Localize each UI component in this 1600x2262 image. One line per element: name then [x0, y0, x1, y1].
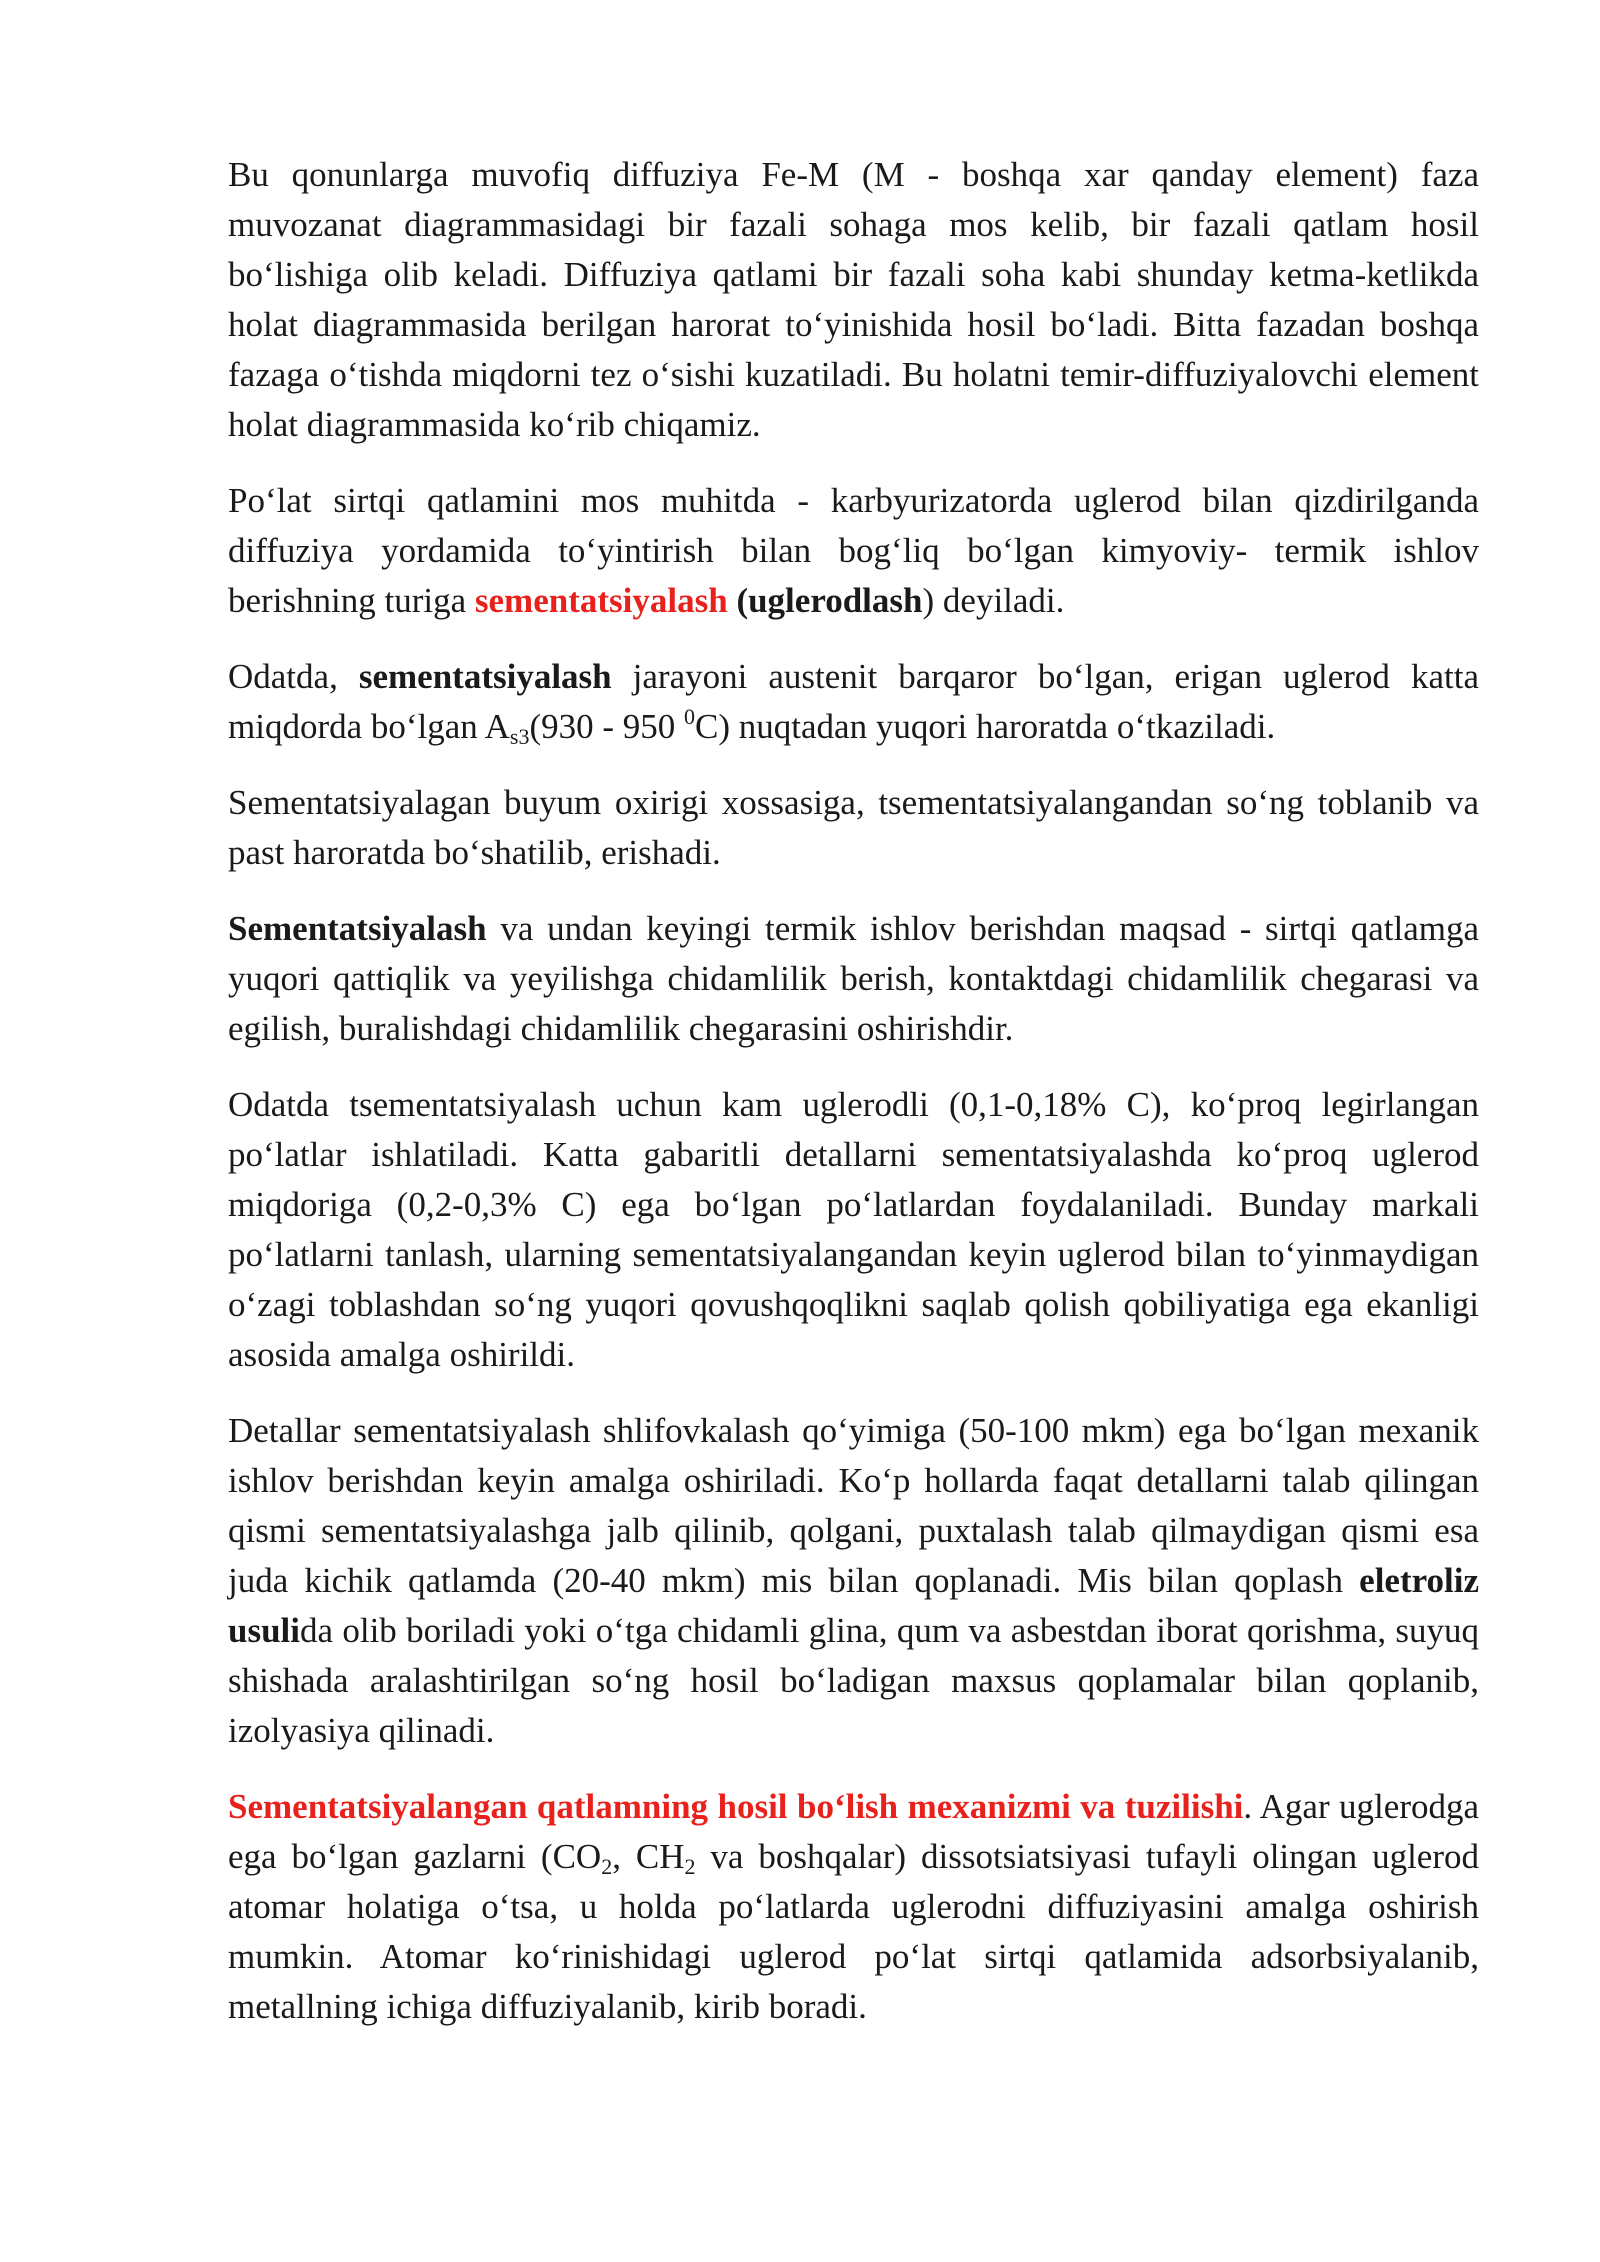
paragraph-3-text-d: C) nuqtadan yuqori haroratda o‘tkaziladi.	[695, 707, 1276, 746]
paragraph-4	[228, 778, 1479, 878]
paragraph-3-text-c: (930 - 950	[529, 707, 685, 746]
paragraph-5-text: va undan keyingi termik ishlov berishdan maqsad - sirtqi qatlamga yuqori qattiqlik va yeyilishga chidamlilik berish, kontaktdagi chidamlilik chegarasi va egilish, buralishdagi chidamlilik chegarasini oshirishdir.	[228, 909, 1479, 1048]
paragraph-5	[228, 904, 1479, 1054]
paragraph-7-text-b: da olib boriladi yoki o‘tga chidamli glina, qum va asbestdan iborat qorishma, suyuq shishada aralashtirilgan so‘ng hosil bo‘ladigan maxsus qoplamalar bilan qoplanib, izolyasiya qilinadi.	[228, 1611, 1479, 1750]
paragraph-2-text-b: ) deyiladi.	[922, 581, 1065, 620]
section-heading-mechanism: Sementatsiyalangan qatlamning hosil bo‘lish mexanizmi va tuzilishi	[228, 1787, 1244, 1826]
paragraph-8-text-c: va boshqalar) dissotsiatsiyasi tufayli olingan uglerod atomar holatiga o‘tsa, u holda po‘latlarda uglerodni diffuziyasini amalga oshirish mumkin. Atomar ko‘rinishidagi uglerod po‘lat sirtqi qatlamida adsorbsiyalanib, metallning ichiga diffuziyalanib, kirib boradi.	[228, 1837, 1480, 2026]
paragraph-1	[228, 150, 1479, 450]
paragraph-6	[228, 1080, 1479, 1380]
superscript-degree: 0	[684, 704, 696, 729]
paragraph-2-text-a: Po‘lat sirtqi qatlamini mos muhitda - karbyurizatorda uglerod bilan qizdirilganda diffuziya yordamida to‘yintirish bilan bog‘liq bo‘lgan kimyoviy- termik ishlov berishning turiga	[228, 481, 1479, 620]
term-uglerodlash: uglerodlash	[748, 581, 923, 620]
term-sementatsiyalash: sementatsiyalash	[358, 657, 612, 696]
document-page	[228, 150, 1479, 2058]
subscript-2-co: 2	[601, 1854, 613, 1879]
term-sementatsiyalash-start: Sementatsiyalash	[228, 909, 487, 948]
term-eletroliz-usuli: eletroliz usuli	[228, 1561, 1479, 1650]
paragraph-2-paren-open: (	[736, 581, 749, 620]
paragraph-4-text: Sementatsiyalagan buyum oxirigi xossasiga, tsementatsiyalangandan so‘ng toblanib va past haroratda bo‘shatilib, erishadi.	[228, 783, 1479, 872]
paragraph-7-text-a: Detallar sementatsiyalash shlifovkalash qo‘yimiga (50-100 mkm) ega bo‘lgan mexanik ishlov berishdan keyin amalga oshiriladi. Ko‘p hollarda faqat detallarni talab qilingan qismi sementatsiyalashga jalb qilinib, qolgani, puxtalash talab qilmaydigan qismi esa juda kichik qatlamda (20-40 mkm) mis bilan qoplanadi. Mis bilan qoplash	[228, 1411, 1479, 1600]
paragraph-8-text-a: . Agar uglerodga ega bo‘lgan gazlarni (CO	[228, 1787, 1480, 1876]
paragraph-3-text-b: jarayoni austenit barqaror bo‘lgan, erigan uglerod katta miqdorda bo‘lgan A	[228, 657, 1479, 746]
paragraph-6-text: Odatda tsementatsiyalash uchun kam uglerodli (0,1-0,18% C), ko‘proq legirlangan po‘latlar ishlatiladi. Katta gabaritli detallarni sementatsiyalashda ko‘proq uglerod miqdoriga (0,2-0,3% C) ega bo‘lgan po‘latlardan foydalaniladi. Bunday markali po‘latlarni tanlash, ularning sementatsiyalangandan keyin uglerod bilan to‘yinmaydigan o‘zagi toblashdan so‘ng yuqori qovushqoqlikni saqlab qolish qobiliyatiga ega ekanligi asosida amalga oshirildi.	[228, 1085, 1479, 1374]
subscript-s3: s3	[509, 724, 530, 749]
term-sementatsiyalash-highlight: sementatsiyalash	[474, 581, 728, 620]
paragraph-1-text: Bu qonunlarga muvofiq diffuziya Fe-M (M - boshqa xar qanday element) faza muvozanat diagrammasidagi bir fazali sohaga mos kelib, bir fazali qatlam hosil bo‘lishiga olib keladi. Diffuziya qatlami bir fazali soha kabi shunday ketma-ketlikda holat diagrammasida berilgan harorat to‘yinishida hosil bo‘ladi. Bitta fazadan boshqa fazaga o‘tishda miqdorni tez o‘sishi kuzatiladi. Bu holatni temir-diffuziyalovchi element holat diagrammasida ko‘rib chiqamiz.	[228, 155, 1479, 444]
paragraph-2	[228, 476, 1479, 626]
subscript-2-ch: 2	[684, 1854, 696, 1879]
paragraph-8-text-b: , CH	[612, 1837, 685, 1876]
paragraph-8	[228, 1782, 1479, 2032]
paragraph-7	[228, 1406, 1479, 1756]
paragraph-3	[228, 652, 1479, 752]
paragraph-3-text-a: Odatda,	[228, 657, 359, 696]
